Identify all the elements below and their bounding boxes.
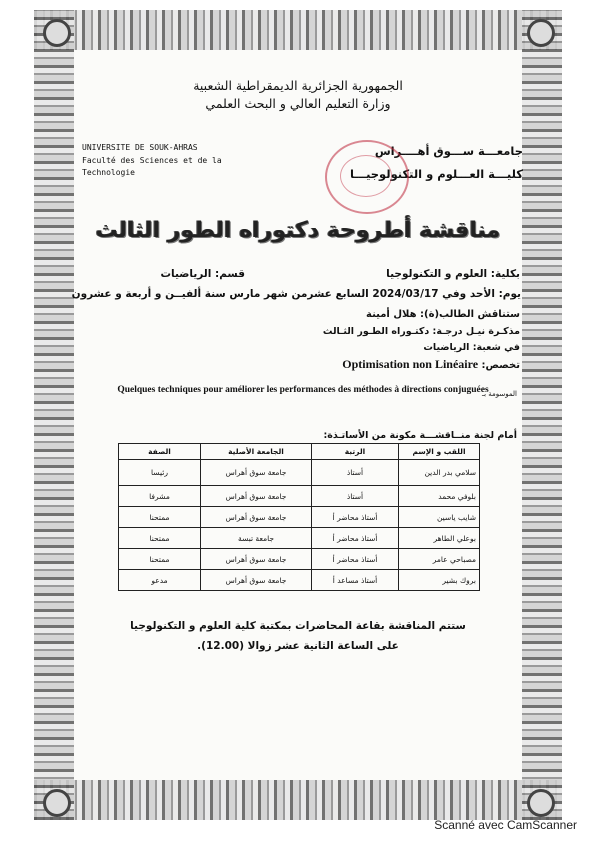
jury-university: جامعة سوق أهراس bbox=[201, 549, 312, 570]
table-row bbox=[119, 528, 480, 549]
degree-line: مذكـرة نيـل درجـة: دكتـوراه الطـور الثـالث bbox=[322, 326, 520, 337]
ministry-heading: وزارة التعليم العالي و البحث العلمي bbox=[205, 96, 391, 111]
thesis-title: Quelques techniques pour améliorer les performances des méthodes à directions conjuguées bbox=[117, 385, 489, 395]
specialty-value: Optimisation non Linéaire bbox=[342, 357, 479, 371]
department-line: قسم: الرياضيات bbox=[160, 268, 245, 280]
student-line: ستناقش الطالب(ة): هلال أمينة bbox=[366, 309, 520, 320]
table-row bbox=[119, 507, 480, 528]
column-header-rank: الرتبة bbox=[312, 444, 399, 460]
jury-university: جامعة تبسة bbox=[201, 528, 312, 549]
jury-table bbox=[118, 443, 480, 591]
jury-rank: أستاذ bbox=[312, 486, 399, 507]
jury-role: ممتحنا bbox=[119, 549, 201, 570]
decorative-border-top bbox=[34, 10, 562, 50]
republic-heading: الجمهورية الجزائرية الديمقراطية الشعبية bbox=[193, 78, 403, 93]
jury-role: رئيسا bbox=[119, 460, 201, 486]
corner-ornament-icon bbox=[527, 789, 555, 817]
document-title: مناقشة أطروحة دكتوراه الطور الثالث bbox=[95, 218, 501, 243]
jury-role: مدعو bbox=[119, 570, 201, 591]
column-header-name: اللقب و الإسم bbox=[399, 444, 480, 460]
jury-role: ممتحنا bbox=[119, 507, 201, 528]
decorative-border-left bbox=[34, 10, 74, 820]
specialty-line bbox=[342, 357, 520, 372]
jury-role: مشرفا bbox=[119, 486, 201, 507]
thesis-label: الموسومة بـ bbox=[482, 390, 517, 398]
jury-name: بلوفي محمد bbox=[399, 486, 480, 507]
faculty-line: بكلية: العلوم و التكنولوجيا bbox=[386, 268, 520, 280]
jury-rank: أستاذ محاضر أ bbox=[312, 549, 399, 570]
defense-location-line: ستتم المناقشة بقاعة المحاضرات بمكتبة كلية العلوم و التكنولوجيا bbox=[130, 620, 466, 632]
university-name-fr bbox=[82, 142, 302, 180]
jury-university: جامعة سوق أهراس bbox=[201, 507, 312, 528]
jury-rank: أستاذ مساعد أ bbox=[312, 570, 399, 591]
faculty-ar-line: كليـــة العـــلوم و التكنولوجيـــا bbox=[349, 167, 523, 181]
table-row bbox=[119, 460, 480, 486]
jury-table-header-row bbox=[119, 444, 480, 460]
decorative-border-bottom bbox=[34, 780, 562, 820]
decorative-border-right bbox=[522, 10, 562, 820]
committee-heading: أمام لجنة منــاقشـــة مكونة من الأساتـذة: bbox=[323, 430, 517, 441]
corner-ornament-icon bbox=[527, 19, 555, 47]
jury-rank: أستاذ bbox=[312, 460, 399, 486]
official-stamp-inner bbox=[340, 155, 392, 197]
table-row bbox=[119, 570, 480, 591]
jury-university: جامعة سوق أهراس bbox=[201, 486, 312, 507]
jury-name: مصباحي عامر bbox=[399, 549, 480, 570]
university-ar-line: جامعـــة ســـوق أهــــراس bbox=[374, 144, 523, 158]
jury-university: جامعة سوق أهراس bbox=[201, 570, 312, 591]
jury-university: جامعة سوق أهراس bbox=[201, 460, 312, 486]
faculty-fr-line: Faculté des Sciences et de la bbox=[82, 155, 222, 165]
jury-role: ممتحنا bbox=[119, 528, 201, 549]
corner-ornament-icon bbox=[43, 19, 71, 47]
jury-name: بروك بشير bbox=[399, 570, 480, 591]
jury-rank: أستاذ محاضر أ bbox=[312, 507, 399, 528]
corner-ornament-icon bbox=[43, 789, 71, 817]
date-line: يوم: الأحد وفي 2024/03/17 السابع عشرمن شهر مارس سنة ألفيــن و أربعة و عشرون bbox=[71, 288, 521, 300]
column-header-university: الجامعة الأصلية bbox=[201, 444, 312, 460]
specialty-label: تخصص: bbox=[481, 360, 520, 371]
jury-rank: أستاذ محاضر أ bbox=[312, 528, 399, 549]
column-header-role: الصفة bbox=[119, 444, 201, 460]
jury-name: سلامي بدر الدين bbox=[399, 460, 480, 486]
branch-line: في شعبة: الرياضيات bbox=[423, 342, 520, 353]
university-fr-line: UNIVERSITE DE SOUK-AHRAS bbox=[82, 143, 198, 152]
faculty-fr-line-cont: Technologie bbox=[82, 168, 135, 177]
defense-time-line: على الساعة الثانية عشر زوالا (12.00). bbox=[197, 640, 399, 652]
scanner-watermark: Scanné avec CamScanner bbox=[434, 818, 577, 832]
jury-name: شايب ياسين bbox=[399, 507, 480, 528]
jury-name: بوعلي الطاهر bbox=[399, 528, 480, 549]
table-row bbox=[119, 486, 480, 507]
table-row bbox=[119, 549, 480, 570]
